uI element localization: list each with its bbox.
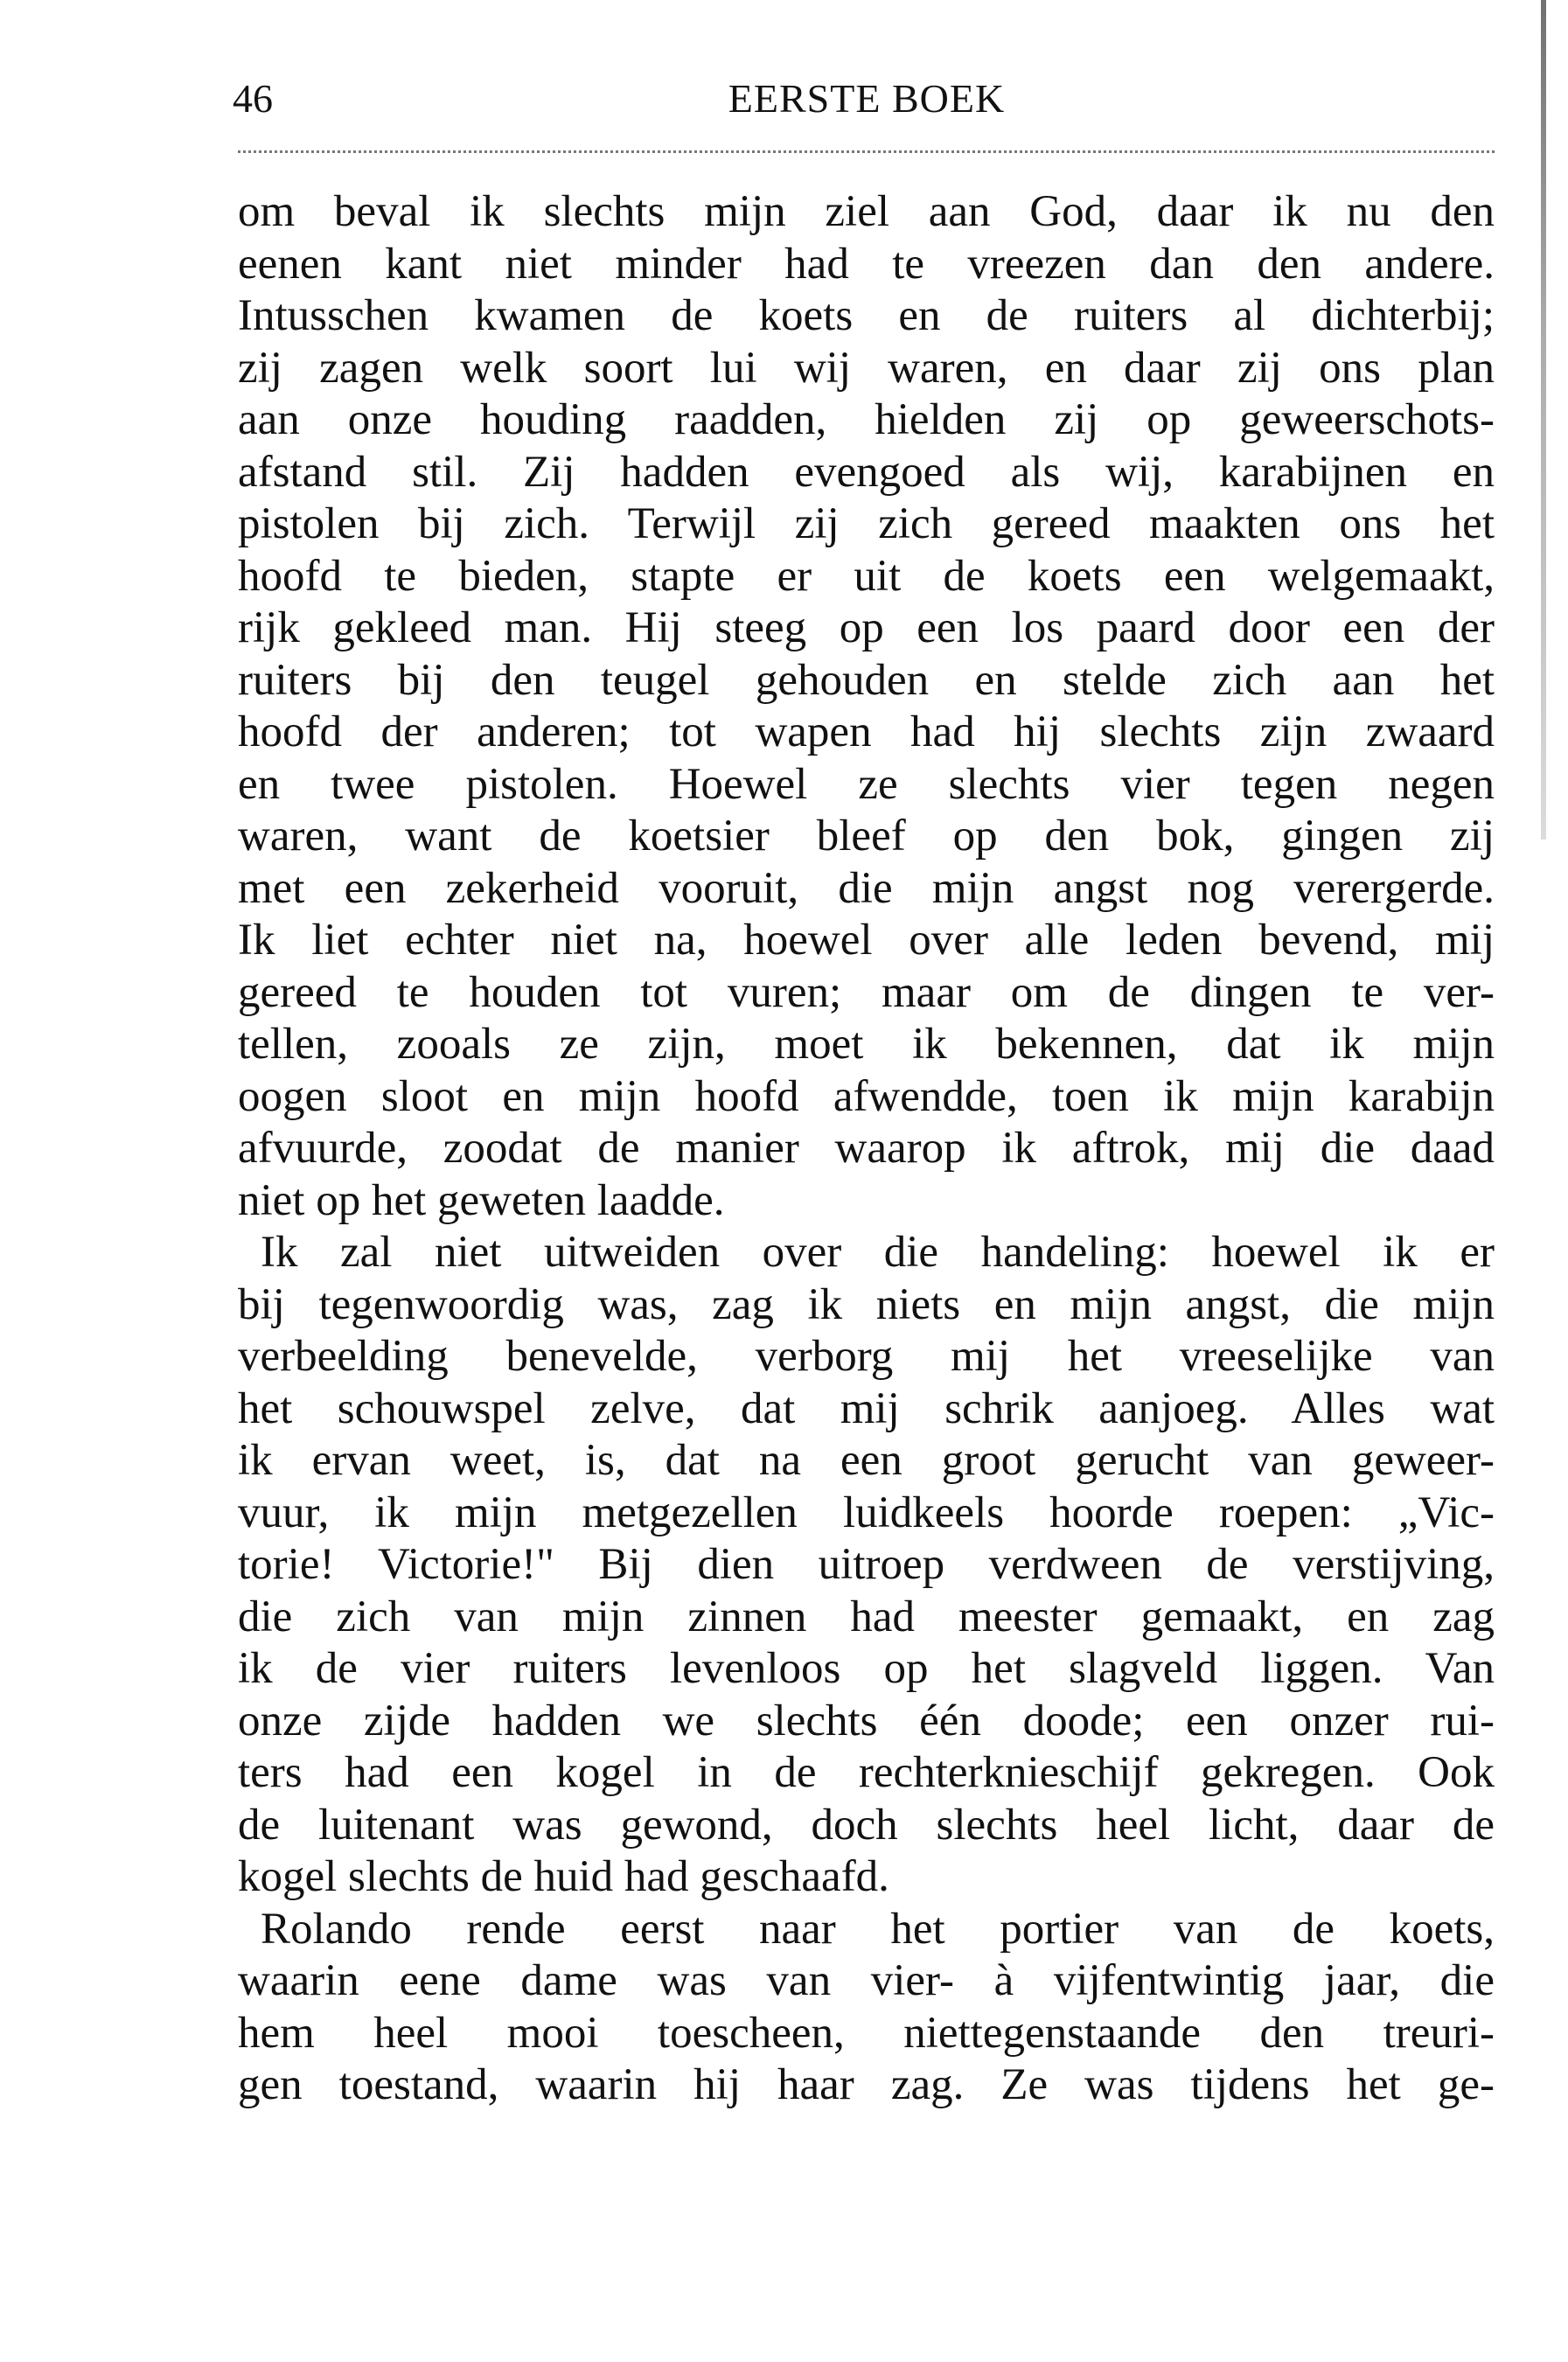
body-text [238,186,1495,2112]
text-line: torie! Victorie!" Bij dien uitroep verdween de verstijving, [238,1540,1495,1589]
text-line: ruiters bij den teugel gehouden en stelde zich aan het [238,655,1495,705]
text-line: vuur, ik mijn metgezellen luidkeels hoorde roepen: „Vic- [238,1488,1495,1537]
text-line: onze zijde hadden we slechts één doode; een onzer rui- [238,1696,1495,1745]
text-line: hoofd der anderen; tot wapen had hij slechts zijn zwaard [238,707,1495,756]
text-line: gen toestand, waarin hij haar zag. Ze was tijdens het ge- [238,2060,1495,2109]
text-line: ters had een kogel in de rechterknieschijf gekregen. Ook [238,1748,1495,1797]
text-line: bij tegenwoordig was, zag ik niets en mijn angst, die mijn [238,1279,1495,1329]
text-line: kogel slechts de huid had geschaafd. [238,1852,889,1901]
text-line: ik de vier ruiters levenloos op het slagveld liggen. Van [238,1644,1495,1693]
text-line: het schouwspel zelve, dat mij schrik aanjoeg. Alles wat [238,1383,1495,1433]
text-line: pistolen bij zich. Terwijl zij zich gereed maakten ons het [238,499,1495,548]
text-line: rijk gekleed man. Hij steeg op een los paard door een der [238,603,1495,652]
page-number: 46 [233,76,273,121]
text-line: hem heel mooi toescheen, niettegenstaande den treuri- [238,2008,1495,2058]
text-line: gereed te houden tot vuren; maar om de dingen te ver- [238,967,1495,1017]
text-line: de luitenant was gewond, doch slechts heel licht, daar de [238,1800,1495,1850]
text-line: afvuurde, zoodat de manier waarop ik aftrok, mij die daad [238,1124,1495,1173]
header-dotted-rule [238,150,1495,153]
text-line: waren, want de koetsier bleef op den bok, gingen zij [238,812,1495,860]
text-line: verbeelding benevelde, verborg mij het vreeselijke van [238,1332,1495,1381]
text-line: met een zekerheid vooruit, die mijn angst nog verergerde. [238,863,1495,913]
text-line: zij zagen welk soort lui wij waren, en daar zij ons plan [238,343,1495,393]
page-edge-shadow [1541,0,1546,840]
text-line: oogen sloot en mijn hoofd afwendde, toen ik mijn karabijn [238,1071,1495,1121]
text-line: eenen kant niet minder had te vreezen dan den andere. [238,239,1495,289]
text-line: afstand stil. Zij hadden evengoed als wij, karabijnen en [238,447,1495,497]
text-line: ik ervan weet, is, dat na een groot gerucht van geweer- [238,1436,1495,1485]
text-line: Intusschen kwamen de koets en de ruiters al dichterbij; [238,291,1495,340]
text-line: aan onze houding raadden, hielden zij op geweerschots- [238,395,1495,444]
text-line: waarin eene dame was van vier- à vijfentwintig jaar, die [238,1956,1495,2005]
text-line: tellen, zooals ze zijn, moet ik bekennen, dat ik mijn [238,1020,1495,1069]
running-title: EERSTE BOEK [728,76,1006,121]
text-line: Ik liet echter niet na, hoewel over alle leden bevend, mij [238,916,1495,965]
text-line: niet op het geweten laadde. [238,1175,725,1225]
text-line: Rolando rende eerst naar het portier van de koets, [261,1904,1495,1954]
text-line: Ik zal niet uitweiden over die handeling: hoewel ik er [261,1228,1495,1277]
text-line: hoofd te bieden, stapte er uit de koets een welgemaakt, [238,551,1495,601]
text-line: die zich van mijn zinnen had meester gemaakt, en zag [238,1592,1495,1641]
text-line: om beval ik slechts mijn ziel aan God, daar ik nu den [238,187,1495,236]
text-line: en twee pistolen. Hoewel ze slechts vier tegen negen [238,759,1495,809]
